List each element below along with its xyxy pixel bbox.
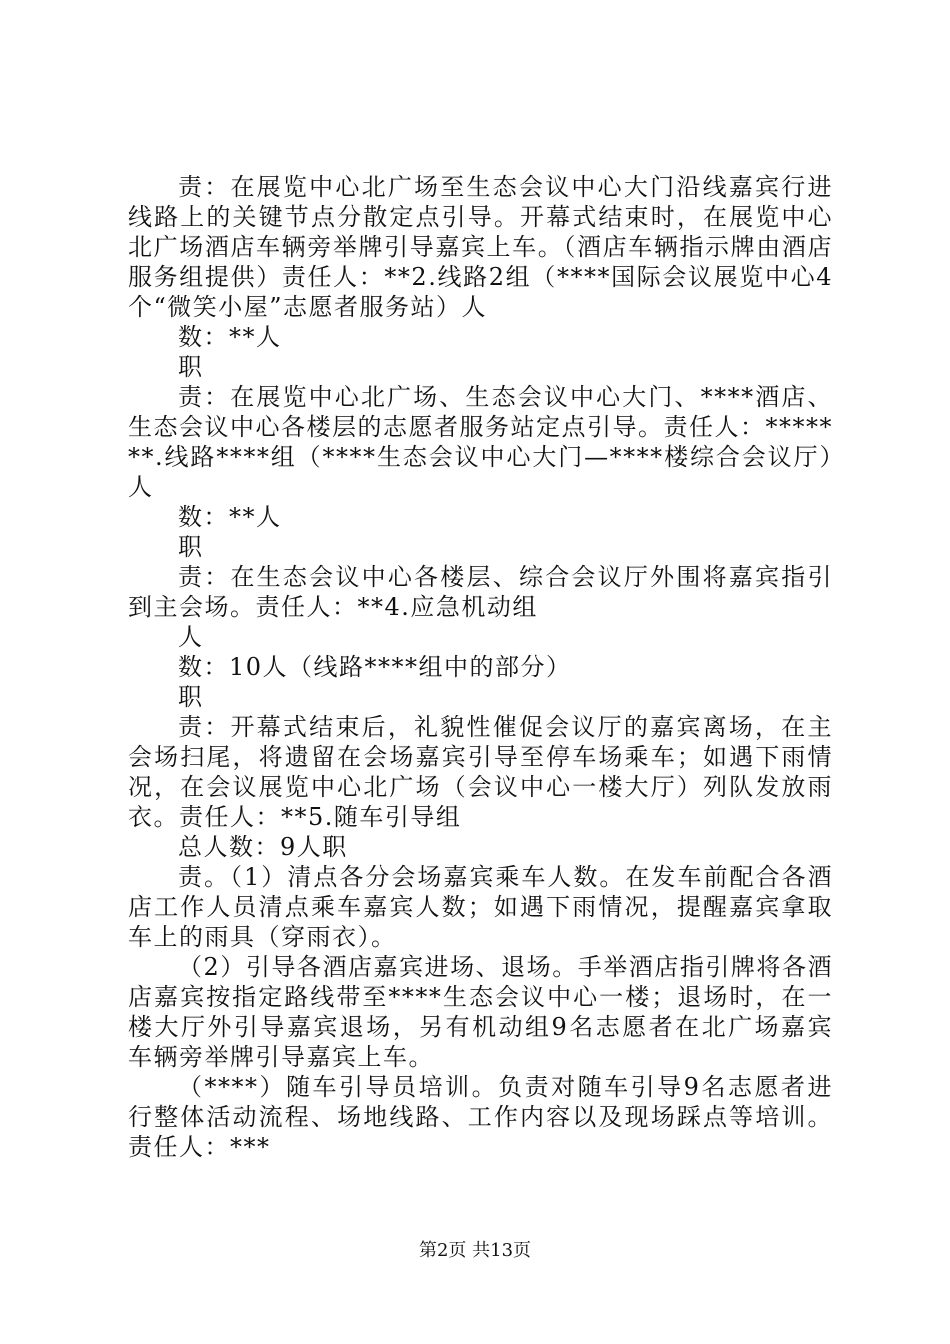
- paragraph: 人: [178, 623, 204, 651]
- page-number-footer: 第2页 共13页: [418, 1240, 532, 1261]
- paragraph: 数：**人: [178, 323, 282, 351]
- paragraph: 职: [178, 533, 204, 561]
- paragraph: 数：10人（线路****组中的部分）: [178, 653, 572, 681]
- paragraph: 数：**人: [178, 503, 282, 531]
- paragraph: 职: [178, 683, 204, 711]
- paragraph: 责：开幕式结束后，礼貌性催促会议厅的嘉宾离场，在主会场扫尾，将遗留在会场嘉宾引导至停车场乘车；如遇下雨情况，在会议展览中心北广场（会议中心一楼大厅）列队发放雨衣。责任人：**5.随车引导组: [128, 713, 833, 831]
- paragraph: 责：在生态会议中心各楼层、综合会议厅外围将嘉宾指引到主会场。责任人：**4.应急机动组: [128, 563, 833, 621]
- paragraph: 责。（1）清点各分会场嘉宾乘车人数。在发车前配合各酒店工作人员清点乘车嘉宾人数；如遇下雨情况，提醒嘉宾拿取车上的雨具（穿雨衣）。: [128, 863, 833, 951]
- document-body: [128, 172, 833, 1162]
- paragraph: （2）引导各酒店嘉宾进场、退场。手举酒店指引牌将各酒店嘉宾按指定路线带至****生态会议中心一楼；退场时，在一楼大厅外引导嘉宾退场，另有机动组9名志愿者在北广场嘉宾车辆旁举牌引导嘉宾上车。: [128, 953, 833, 1071]
- paragraph: （****）随车引导员培训。负责对随车引导9名志愿者进行整体活动流程、场地线路、工作内容以及现场踩点等培训。责任人：***: [128, 1073, 833, 1161]
- paragraph: 责：在展览中心北广场、生态会议中心大门、****酒店、生态会议中心各楼层的志愿者服务站定点引导。责任人：*******.线路****组（****生态会议中心大门—****楼综合会议厅）人: [128, 383, 833, 501]
- paragraph: 总人数：9人职: [178, 833, 348, 861]
- paragraph: 责：在展览中心北广场至生态会议中心大门沿线嘉宾行进线路上的关键节点分散定点引导。开幕式结束时，在展览中心北广场酒店车辆旁举牌引导嘉宾上车。（酒店车辆指示牌由酒店服务组提供）责任人：**2.线路2组（****国际会议展览中心4个“微笑小屋”志愿者服务站）人: [128, 173, 833, 321]
- paragraph: 职: [178, 353, 204, 381]
